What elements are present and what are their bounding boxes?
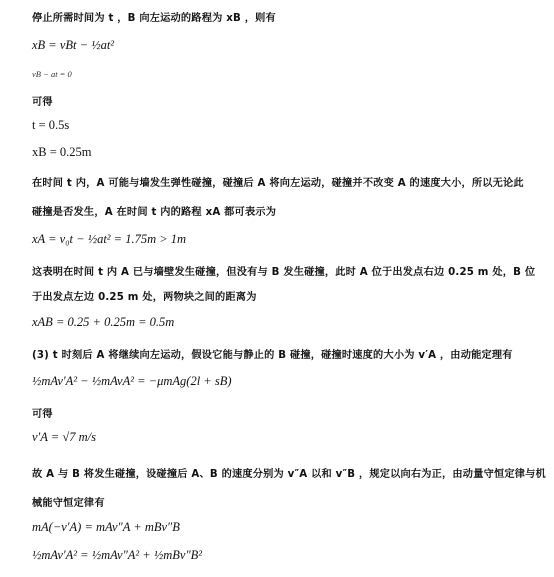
equation-kinetic-energy-text: ½mAv′A² = ½mAv″A² + ½mBv″B²	[32, 548, 203, 562]
equation-va-prime	[32, 430, 96, 445]
kede-1-text: 可得	[32, 97, 53, 108]
text-kede-1	[32, 93, 53, 108]
part3-text: (3) t 时刻后 A 将继续向左运动，假设它能与静止的 B 碰撞，碰撞时速度的大小为 v′A ，由动能定理有	[32, 350, 513, 361]
line-1-text: 停止所需时间为 t ，B 向左运动的路程为 xB ，则有	[32, 13, 276, 24]
equation-xa	[32, 232, 186, 247]
equation-xab	[32, 315, 174, 330]
equation-energy-text: ½mAv′A² − ½mAvA² = −μmAg(2l + sB)	[32, 374, 232, 388]
collision-1-text: 在时间 t 内，A 可能与墙发生弹性碰撞，碰撞后 A 将向左运动，碰撞并不改变 A 的速度大小，所以无论此	[32, 178, 524, 189]
equation-xb-value	[32, 145, 92, 160]
equation-xab-text: xAB = 0.25 + 0.25m = 0.5m	[32, 315, 175, 329]
text-line-1	[32, 9, 276, 24]
equation-kinetic-energy	[32, 548, 202, 563]
text-line-part3	[32, 346, 513, 361]
equation-vb-text: vB − at = 0	[32, 69, 72, 79]
momentum-1-text: 故 A 与 B 将发生碰撞，设碰撞后 A、B 的速度分别为 v″A 以和 v″B ，规定以向右为正，由动量守恒定律与机	[32, 469, 546, 480]
kede-2-text: 可得	[32, 409, 53, 420]
equation-va-prime-text: v′A = √7 m/s	[32, 430, 96, 444]
wall-2-text: 于出发点左边 0.25 m 处，两物块之间的距离为	[32, 292, 257, 303]
text-line-momentum-2	[32, 494, 105, 509]
text-line-momentum-1	[32, 465, 546, 480]
momentum-2-text: 械能守恒定律有	[32, 498, 105, 509]
equation-xb-text: xB = vBt − ½at²	[32, 38, 115, 52]
equation-momentum	[32, 520, 180, 535]
equation-xa-text: xA = v₀t − ½at² = 1.75m > 1m	[32, 232, 187, 246]
collision-2-text: 碰撞是否发生，A 在时间 t 内的路程 xA 都可表示为	[32, 207, 277, 218]
equation-energy	[32, 374, 232, 389]
text-kede-2	[32, 405, 53, 420]
equation-vb	[32, 69, 72, 79]
wall-1-text: 这表明在时间 t 内 A 已与墙壁发生碰撞，但没有与 B 发生碰撞，此时 A 位于出发点右边 0.25 m 处，B 位	[32, 267, 536, 278]
text-line-collision-1	[32, 174, 524, 189]
text-line-wall-2	[32, 288, 257, 303]
equation-t	[32, 118, 69, 133]
equation-xb-value-text: xB = 0.25m	[32, 145, 92, 159]
text-line-collision-2	[32, 203, 276, 218]
equation-t-text: t = 0.5s	[32, 118, 70, 132]
equation-momentum-text: mA(−v′A) = mAv″A + mBv″B	[32, 520, 180, 534]
text-line-wall-1	[32, 263, 535, 278]
equation-xb	[32, 38, 114, 53]
